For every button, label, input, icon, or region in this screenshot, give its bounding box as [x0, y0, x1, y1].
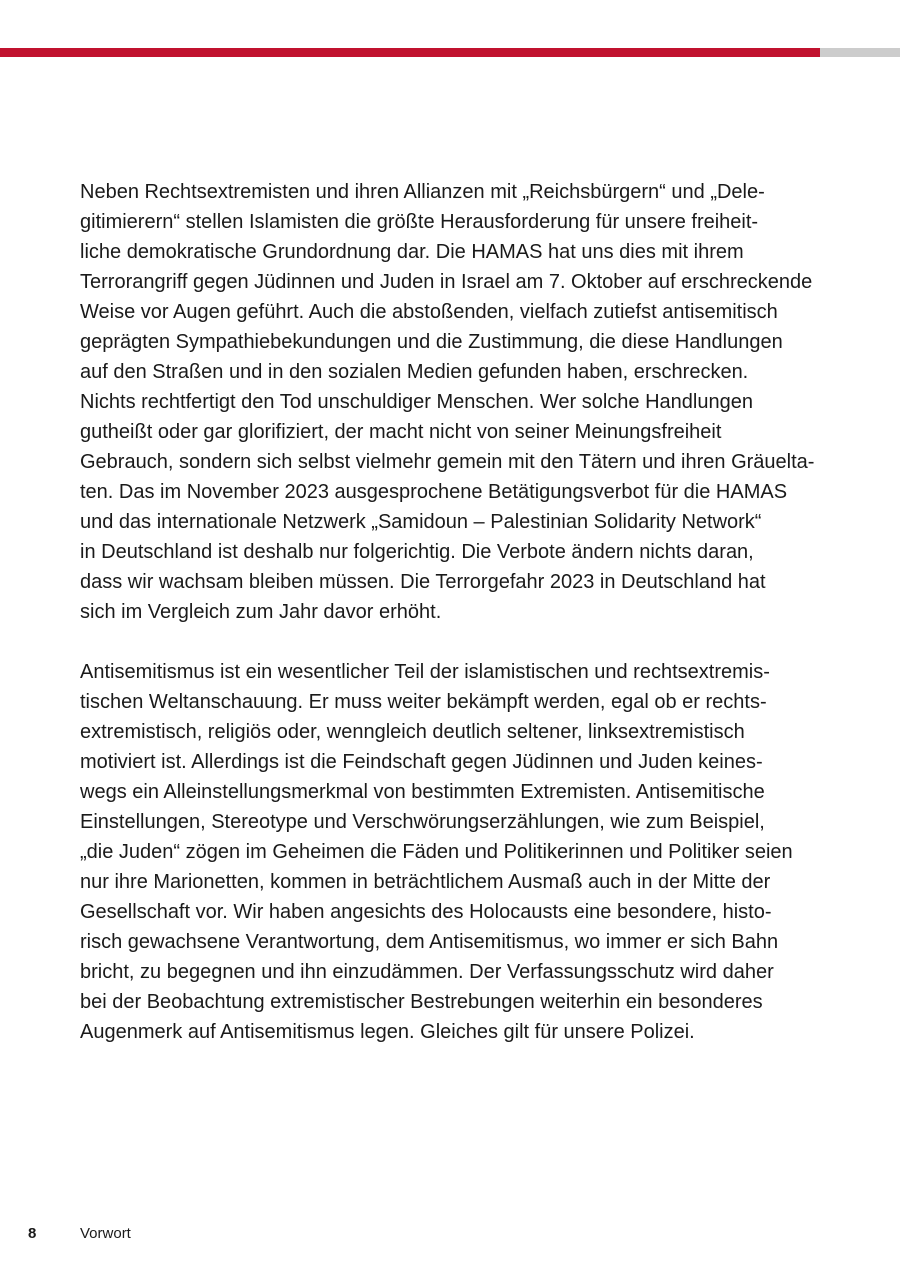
page-number: 8 — [28, 1225, 37, 1242]
text-line: wegs ein Alleinstellungsmerkmal von bestimmten Extremisten. Antisemitische — [80, 781, 765, 803]
text-line: risch gewachsene Verantwortung, dem Antisemitismus, wo immer er sich Bahn — [80, 931, 779, 953]
text-line: auf den Straßen und in den sozialen Medien gefunden haben, erschrecken. — [80, 361, 749, 383]
paragraph-1 — [80, 177, 820, 627]
text-line: gutheißt oder gar glorifiziert, der macht nicht von seiner Meinungsfreiheit — [80, 421, 722, 443]
text-line: „die Juden“ zögen im Geheimen die Fäden und Politikerinnen und Politiker seien — [80, 841, 793, 863]
text-line: Einstellungen, Stereotype und Verschwörungserzählungen, wie zum Beispiel, — [80, 811, 765, 833]
paragraph-2 — [80, 657, 820, 1047]
text-line: bricht, zu begegnen und ihn einzudämmen. Der Verfassungsschutz wird daher — [80, 961, 774, 983]
header-accent-bar — [0, 48, 820, 57]
text-line: Antisemitismus ist ein wesentlicher Teil der islamistischen und rechtsextremis- — [80, 661, 770, 683]
header-accent-bar-end — [820, 48, 900, 57]
body-text — [80, 177, 820, 1047]
text-line: nur ihre Marionetten, kommen in beträchtlichem Ausmaß auch in der Mitte der — [80, 871, 771, 893]
text-line: ten. Das im November 2023 ausgesprochene Betätigungsverbot für die HAMAS — [80, 481, 788, 503]
text-line: geprägten Sympathiebekundungen und die Zustimmung, die diese Handlungen — [80, 331, 783, 353]
text-line: Neben Rechtsextremisten und ihren Allianzen mit „Reichsbürgern“ und „Dele- — [80, 181, 765, 203]
text-line: bei der Beobachtung extremistischer Bestrebungen weiterhin ein besonderes — [80, 991, 763, 1013]
text-line: gitimierern“ stellen Islamisten die größte Herausforderung für unsere freiheit- — [80, 211, 759, 233]
text-line: tischen Weltanschauung. Er muss weiter bekämpft werden, egal ob er rechts- — [80, 691, 767, 713]
text-line: sich im Vergleich zum Jahr davor erhöht. — [80, 601, 442, 623]
section-title: Vorwort — [80, 1225, 131, 1242]
text-line: Gebrauch, sondern sich selbst vielmehr gemein mit den Tätern und ihren Gräuelta- — [80, 451, 815, 473]
paragraph-spacer — [80, 627, 820, 657]
text-line: motiviert ist. Allerdings ist die Feindschaft gegen Jüdinnen und Juden keines- — [80, 751, 763, 773]
text-line: liche demokratische Grundordnung dar. Die HAMAS hat uns dies mit ihrem — [80, 241, 744, 263]
text-line: Nichts rechtfertigt den Tod unschuldiger Menschen. Wer solche Handlungen — [80, 391, 753, 413]
text-line: und das internationale Netzwerk „Samidoun – Palestinian Solidarity Network“ — [80, 511, 762, 533]
text-line: dass wir wachsam bleiben müssen. Die Terrorgefahr 2023 in Deutschland hat — [80, 571, 766, 593]
text-line: Weise vor Augen geführt. Auch die abstoßenden, vielfach zutiefst antisemitisch — [80, 301, 778, 323]
text-line: Terrorangriff gegen Jüdinnen und Juden in Israel am 7. Oktober auf erschreckende — [80, 271, 813, 293]
text-line: Augenmerk auf Antisemitismus legen. Gleiches gilt für unsere Polizei. — [80, 1021, 695, 1043]
text-line: extremistisch, religiös oder, wenngleich deutlich seltener, linksextremistisch — [80, 721, 745, 743]
text-line: Gesellschaft vor. Wir haben angesichts des Holocausts eine besondere, histo- — [80, 901, 772, 923]
text-line: in Deutschland ist deshalb nur folgerichtig. Die Verbote ändern nichts daran, — [80, 541, 754, 563]
